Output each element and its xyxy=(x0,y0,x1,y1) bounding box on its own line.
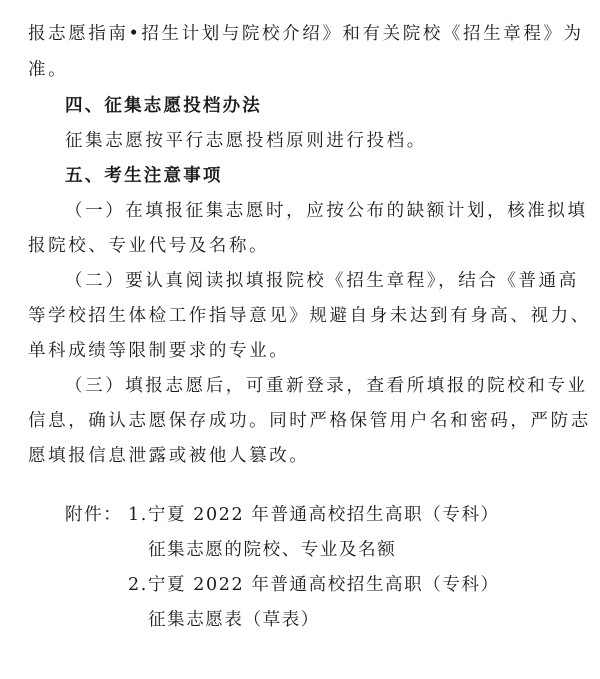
attachment-1-subtitle: 征集志愿的院校、专业及名额 xyxy=(148,540,397,560)
item-2-line-2: 等学校招生体检工作指导意见》规避自身未达到有身高、视力、 xyxy=(28,306,591,326)
item-1-line-2: 报院校、专业代号及名称。 xyxy=(28,236,270,256)
item-3-line-2: 信息，确认志愿保存成功。同时严格保管用户名和密码，严防志 xyxy=(28,411,591,431)
intro-line-2: 准。 xyxy=(28,60,69,80)
section-4-heading: 四、征集志愿投档办法 xyxy=(65,96,262,116)
item-2-line-1: （二）要认真阅读拟填报院校《招生章程》，结合《普通高 xyxy=(65,271,579,291)
attachment-1-title: 1.宁夏 2022 年普通高校招生高职（专科） xyxy=(128,505,500,525)
item-3-line-3: 愿填报信息泄露或被他人篡改。 xyxy=(28,446,310,466)
item-3-line-1: （三）填报志愿后，可重新登录，查看所填报的院校和专业 xyxy=(65,376,588,396)
attachment-2-title: 2.宁夏 2022 年普通高校招生高职（专科） xyxy=(128,575,500,595)
item-2-line-3: 单科成绩等限制要求的专业。 xyxy=(28,341,290,361)
section-5-heading: 五、考生注意事项 xyxy=(65,166,223,186)
intro-line-1: 报志愿指南•招生计划与院校介绍》和有关院校《招生章程》为 xyxy=(28,24,584,44)
item-1-line-1: （一）在填报征集志愿时，应按公布的缺额计划，核准拟填 xyxy=(65,201,588,221)
section-4-body: 征集志愿按平行志愿投档原则进行投档。 xyxy=(65,131,427,151)
attachment-2-subtitle: 征集志愿表（草表） xyxy=(148,610,320,630)
attachments-label: 附件： xyxy=(65,505,123,525)
